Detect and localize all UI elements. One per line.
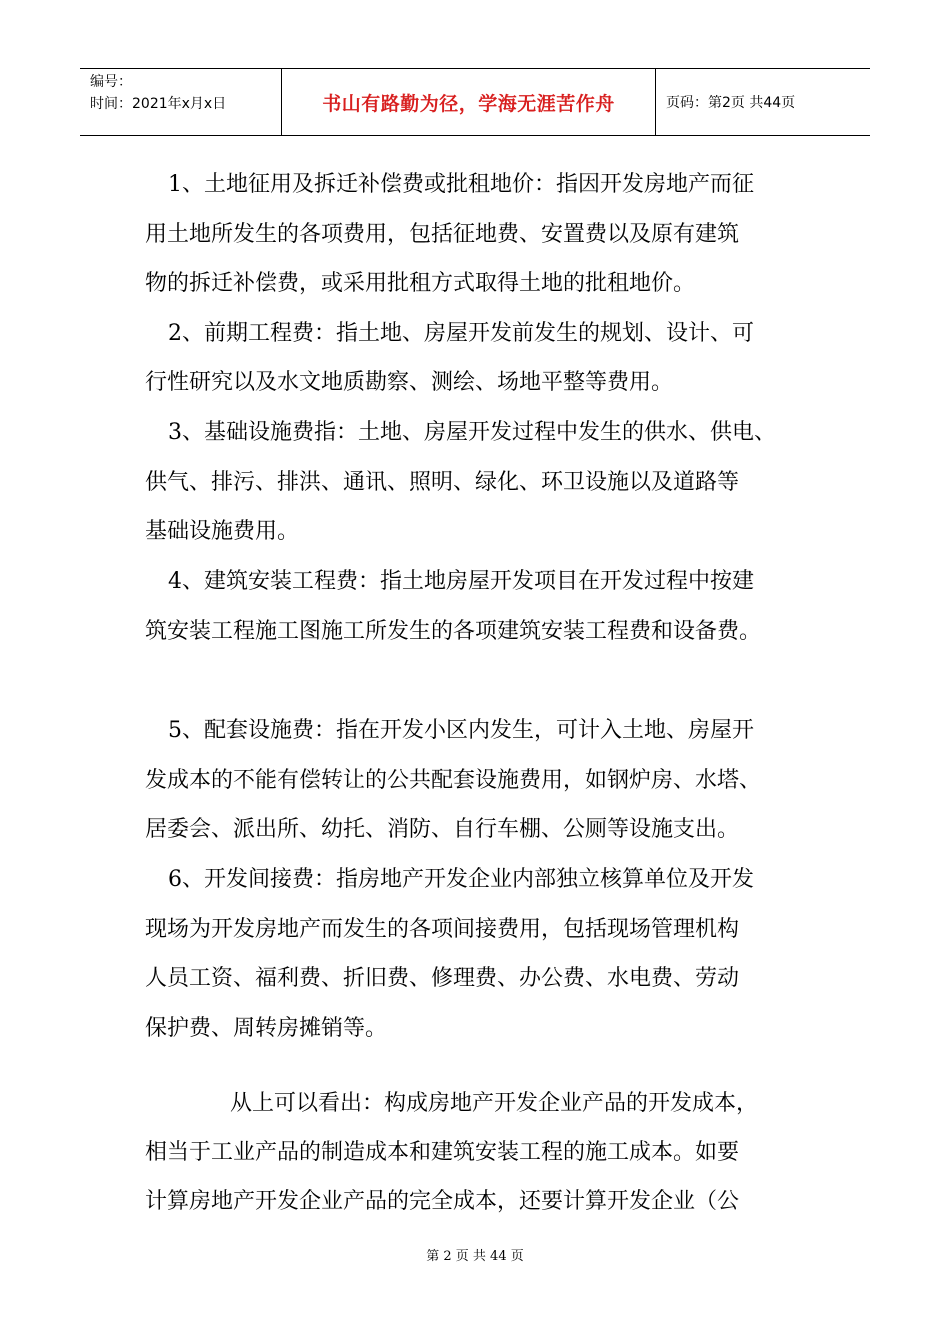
- body-line: 5、配套设施费：指在开发小区内发生，可计入土地、房屋开: [168, 718, 754, 743]
- body-line: 用土地所发生的各项费用，包括征地费、安置费以及原有建筑: [145, 222, 740, 247]
- body-line: 从上可以看出：构成房地产开发企业产品的开发成本，: [230, 1091, 759, 1116]
- body-line: 供气、排污、排洪、通讯、照明、绿化、环卫设施以及道路等: [145, 470, 740, 495]
- body-line: 6、开发间接费：指房地产开发企业内部独立核算单位及开发: [168, 867, 754, 892]
- body-line: 3、基础设施费指：土地、房屋开发过程中发生的供水、供电、: [168, 420, 776, 445]
- body-line: 居委会、派出所、幼托、消防、自行车棚、公厕等设施支出。: [145, 817, 740, 842]
- document-header: [80, 68, 870, 136]
- header-page-cell: [656, 69, 870, 135]
- body-line: 1、土地征用及拆迁补偿费或批租地价：指因开发房地产而征: [168, 172, 754, 197]
- body-line: 人员工资、福利费、折旧费、修理费、办公费、水电费、劳动: [145, 966, 740, 991]
- body-line: 4、建筑安装工程费：指土地房屋开发项目在开发过程中按建: [168, 569, 754, 594]
- header-meta-cell: [80, 69, 282, 135]
- body-line: 行性研究以及水文地质勘察、测绘、场地平整等费用。: [145, 370, 674, 395]
- header-motto: 书山有路勤为径，学海无涯苦作舟: [322, 92, 615, 115]
- header-motto-cell: [282, 69, 656, 135]
- header-number-label: 编号：: [90, 74, 132, 90]
- body-line: 保护费、周转房摊销等。: [145, 1016, 388, 1041]
- body-line: 2、前期工程费：指土地、房屋开发前发生的规划、设计、可: [168, 321, 754, 346]
- body-line: 相当于工业产品的制造成本和建筑安装工程的施工成本。如要: [145, 1140, 740, 1165]
- body-line: 筑安装工程施工图施工所发生的各项建筑安装工程费和设备费。: [145, 619, 762, 644]
- body-line: 发成本的不能有偿转让的公共配套设施费用，如钢炉房、水塔、: [145, 768, 762, 793]
- body-line: 计算房地产开发企业产品的完全成本，还要计算开发企业（公: [145, 1189, 740, 1214]
- header-page-info: 页码：第2页 共44页: [666, 95, 796, 111]
- header-time-label: 时间：2021年x月x日: [90, 96, 227, 112]
- body-line: 现场为开发房地产而发生的各项间接费用，包括现场管理机构: [145, 917, 740, 942]
- page-footer: 第 2 页 共 44 页: [426, 1249, 524, 1264]
- body-line: 基础设施费用。: [145, 519, 300, 544]
- body-line: 物的拆迁补偿费，或采用批租方式取得土地的批租地价。: [145, 271, 696, 296]
